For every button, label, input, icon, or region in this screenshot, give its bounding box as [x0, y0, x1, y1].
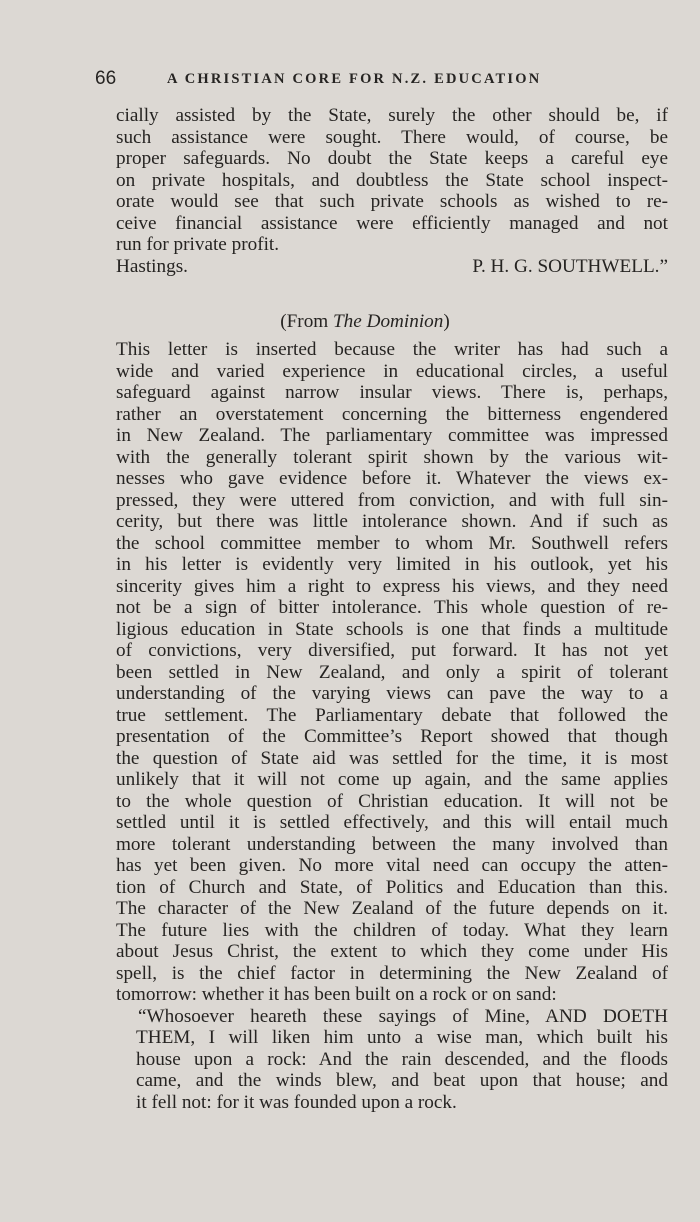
text-line: The future lies with the children of today. What they learn — [116, 919, 668, 941]
source-attribution — [0, 311, 700, 333]
text-line: unlikely that it will not come up again, and the same applies — [116, 769, 668, 790]
text-line: tion of Church and State, of Politics and Education than this. — [116, 876, 668, 898]
text-line: ceive financial assistance were efficiently managed and not — [116, 212, 668, 234]
text-line: proper safeguards. No doubt the State keeps a careful eye — [116, 148, 668, 169]
text-line: has yet been given. No more vital need can occupy the atten- — [116, 855, 668, 876]
commentary-paragraph — [116, 339, 668, 1006]
text-line: in New Zealand. The parliamentary committee was impressed — [116, 425, 668, 446]
text-line: the question of State aid was settled for the time, it is most — [116, 747, 668, 769]
source-prefix: (From — [280, 311, 334, 332]
text-line: not be a sign of bitter intolerance. This whole question of re- — [116, 597, 668, 618]
text-line: THEM, I will liken him unto a wise man, which built his — [136, 1027, 668, 1048]
source-suffix: ) — [443, 311, 450, 332]
text-line: the school committee member to whom Mr. Southwell refers — [116, 532, 668, 554]
text-line: cially assisted by the State, surely the other should be, if — [116, 105, 668, 126]
text-line: run for private profit. — [116, 234, 280, 255]
text-line: “Whosoever heareth these sayings of Mine, AND DOETH — [138, 1005, 668, 1027]
text-line: cerity, but there was little intolerance shown. And if such as — [116, 511, 668, 532]
text-line: wide and varied experience in educational circles, a useful — [116, 360, 668, 382]
text-line: in his letter is evidently very limited in his outlook, yet his — [116, 554, 668, 575]
text-line: safeguard against narrow insular views. There is, perhaps, — [116, 382, 668, 403]
text-line: spell, is the chief factor in determining the New Zealand of — [116, 962, 668, 984]
running-title: A CHRISTIAN CORE FOR N.Z. EDUCATION — [167, 71, 542, 87]
text-line: settled until it is settled effectively, and this will entail much — [116, 812, 668, 833]
text-line: orate would see that such private schools as wished to re- — [116, 191, 668, 212]
text-line: on private hospitals, and doubtless the State school inspect- — [116, 169, 668, 191]
text-line: with the generally tolerant spirit shown by the various wit- — [116, 446, 668, 468]
text-line: house upon a rock: And the rain descended, and the floods — [136, 1048, 668, 1070]
text-line: ligious education in State schools is one that finds a multitude — [116, 618, 668, 640]
text-line: rather an overstatement concerning the bitterness engendered — [116, 403, 668, 425]
text-line: presentation of the Committee’s Report showed that though — [116, 726, 668, 747]
text-line: tomorrow: whether it has been built on a rock or on sand: — [116, 984, 557, 1005]
text-line: to the whole question of Christian education. It will not be — [116, 790, 668, 812]
text-line: of convictions, very diversified, put forward. It has not yet — [116, 640, 668, 661]
text-line: pressed, they were uttered from conviction, and with full sin- — [116, 489, 668, 511]
text-line: such assistance were sought. There would, of course, be — [116, 126, 668, 148]
text-line: sincerity gives him a right to express his views, and they need — [116, 575, 668, 597]
text-line: came, and the winds blew, and beat upon that house; and — [136, 1070, 668, 1091]
text-line: it fell not: for it was founded upon a rock. — [136, 1091, 457, 1113]
page-number: 66 — [95, 68, 117, 89]
scripture-quote — [114, 1006, 668, 1114]
letter-signature: P. H. G. SOUTHWELL.” — [472, 256, 668, 277]
text-line: been settled in New Zealand, and only a spirit of tolerant — [116, 661, 668, 683]
text-line: understanding of the varying views can pave the way to a — [116, 683, 668, 704]
text-line: The character of the New Zealand of the future depends on it. — [116, 898, 668, 919]
text-line: true settlement. The Parliamentary debate that followed the — [116, 704, 668, 726]
letter-signoff — [116, 256, 668, 278]
letter-text — [116, 105, 668, 256]
text-line: This letter is inserted because the writer has had such a — [116, 339, 668, 360]
source-title: The Dominion — [333, 311, 444, 332]
letter-place: Hastings. — [116, 256, 188, 277]
text-line: nesses who gave evidence before it. Whatever the views ex- — [116, 468, 668, 489]
text-line: more tolerant understanding between the many involved than — [116, 833, 668, 855]
text-line: about Jesus Christ, the extent to which they come under His — [116, 941, 668, 962]
